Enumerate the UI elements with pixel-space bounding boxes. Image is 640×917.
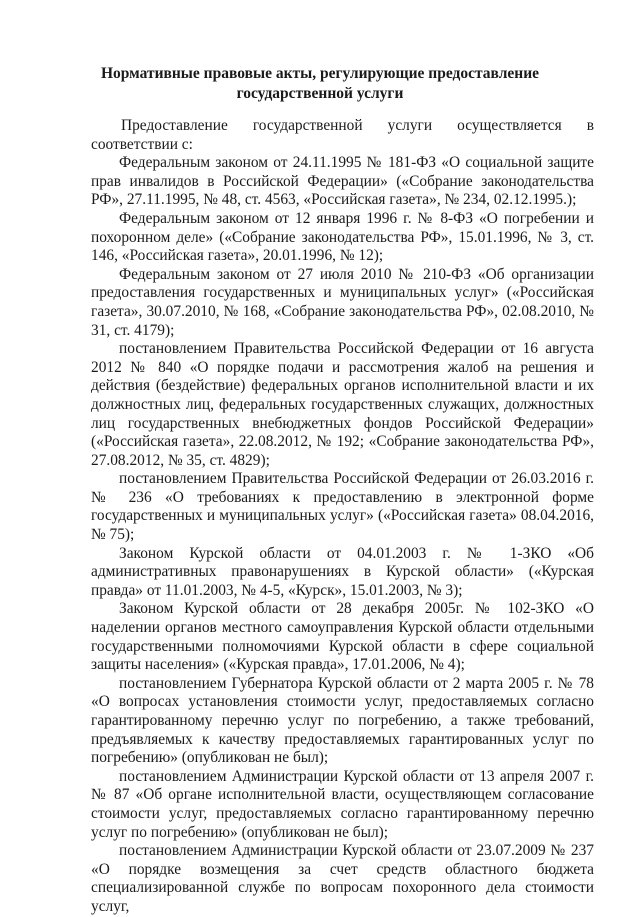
legal-act-item: постановлением Правительства Российской Федерации от 16 августа 2012 № 840 «О порядке подачи и рассмотрения жалоб на решения и действия (бездействие) федеральных органов исполнительной власти и их должностных лиц, федеральных государственных служащих, должностных лиц государственных внебюджетных фондов Российской Федерации» («Российская газета», 22.08.2012, № 192; «Собрание законодательства РФ», 27.08.2012, № 35, ст. 4829); — [91, 340, 594, 469]
legal-act-item: Федеральным законом от 12 января 1996 г. № 8-ФЗ «О погребении и похоронном деле» («Собрание законодательства РФ», 15.01.1996, № 3, ст. 146, «Российская газета», 20.01.1996, № 12); — [91, 209, 594, 265]
intro-paragraph: Предоставление государственной услуги осуществляется в соответствии с: — [91, 117, 594, 153]
legal-act-item: постановлением Администрации Курской области от 23.07.2009 № 237 «О порядке возмещения за счет средств областного бюджета специализированной службе по вопросам похоронного дела стоимости услуг, — [91, 842, 594, 915]
legal-act-item: Федеральным законом от 24.11.1995 № 181-ФЗ «О социальной защите прав инвалидов в Российской Федерации» («Собрание законодательства РФ», 27.11.1995, № 48, ст. 4563, «Российская газета», № 234, 02.12.1995.); — [91, 154, 594, 209]
legal-act-item: постановлением Администрации Курской области от 13 апреля 2007 г. № 87 «Об органе исполнительной власти, осуществляющем согласование стоимости услуг, предоставляемых согласно гарантированному перечню услуг по погребению» (опубликован не был); — [91, 767, 594, 841]
legal-act-item: постановлением Правительства Российской Федерации от 26.03.2016 г. № 236 «О требованиях к предоставлению в электронной форме государственных и муниципальных услуг» («Российская газета» 08.04.2016, № 75); — [91, 470, 594, 544]
document-body — [91, 117, 594, 917]
legal-act-item: Законом Курской области от 28 декабря 2005г. № 102-ЗКО «О наделении органов местного самоуправления Курской области отдельными государственными полномочиями Курской области в сфере социальной защиты населения» («Курская правда», 17.01.2006, № 4); — [91, 600, 594, 674]
title-line-2: государственной услуги — [236, 85, 404, 102]
legal-act-item: Законом Курской области от 04.01.2003 г. № 1-ЗКО «Об административных правонарушениях в Курской области» («Курская правда» от 11.01.2003, № 4-5, «Курск», 15.01.2003, № 3); — [91, 544, 594, 599]
document-title — [90, 64, 550, 104]
title-line-1: Нормативные правовые акты, регулирующие предоставление — [100, 65, 540, 82]
legal-act-item: постановлением Губернатора Курской области от 2 марта 2005 г. № 78 «О вопросах установления стоимости услуг, предоставляемых согласно гарантированному перечню услуг по погребению, а также требований, предъявляемых к качеству предоставляемых гарантированных услуг по погребению» (опубликован не был); — [91, 674, 594, 767]
legal-act-item: Федеральным законом от 27 июля 2010 № 210-ФЗ «Об организации предоставления государственных и муниципальных услуг» («Российская газета», 30.07.2010, № 168, «Собрание законодательства РФ», 02.08.2010, № 31, ст. 4179); — [91, 265, 594, 339]
